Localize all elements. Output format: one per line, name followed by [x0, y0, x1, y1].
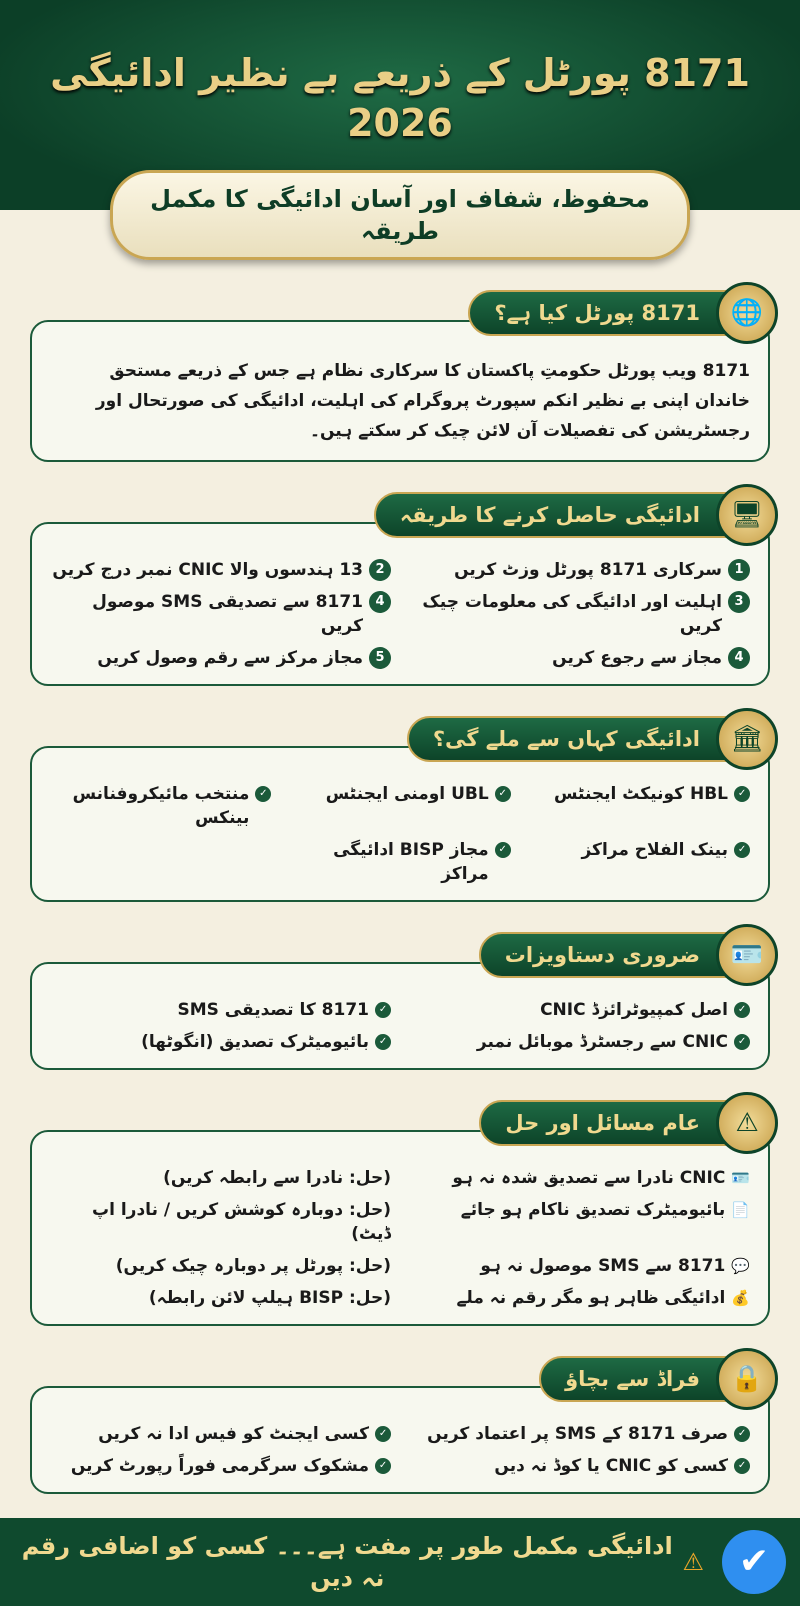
solution-row [50, 1254, 391, 1278]
fraud-row [409, 1422, 750, 1446]
section-heading: ضروری دستاویزات [479, 932, 752, 978]
step-item [409, 558, 750, 582]
step-number: 2 [369, 559, 391, 581]
payment-method-box [30, 522, 770, 686]
step-text: 8171 سے تصدیقی SMS موصول کریں [92, 592, 363, 636]
bank-icon: 🏛 [716, 708, 778, 770]
fraud-tip: مشکوک سرگرمی فوراً رپورٹ کریں [70, 1456, 369, 1476]
id-card-icon: 🪪 [731, 1169, 750, 1187]
step-number: 5 [369, 647, 391, 669]
issue-row [409, 1286, 750, 1310]
check-icon: ✓ [734, 1002, 750, 1018]
step-text: مجاز سے رجوع کریں [552, 648, 722, 668]
check-icon: ✓ [734, 842, 750, 858]
issue-text: 8171 سے SMS موصول نہ ہو [480, 1256, 726, 1276]
portal-info-section [30, 282, 770, 462]
issue-row [409, 1166, 750, 1190]
issue-text: بائیومیٹرک تصدیق ناکام ہو جائے [460, 1200, 726, 1220]
warning-icon: ⚠ [682, 1548, 704, 1576]
fraud-section [30, 1348, 770, 1494]
issue-text: CNIC نادرا سے تصدیق شدہ نہ ہو [452, 1168, 726, 1188]
step-number: 4 [728, 647, 750, 669]
solution-text: (حل: نادرا سے رابطہ کریں) [163, 1168, 391, 1188]
footer-banner [0, 1518, 800, 1606]
documents-section [30, 924, 770, 1070]
check-icon: ✓ [375, 1426, 391, 1442]
document-search-icon: 📄 [731, 1201, 750, 1219]
check-icon: ✓ [734, 1034, 750, 1050]
document-item: بائیومیٹرک تصدیق (انگوٹھا) [141, 1032, 369, 1052]
step-item [409, 590, 750, 638]
section-heading: ادائیگی کہاں سے ملے گی؟ [407, 716, 752, 762]
location-item: منتخب مائیکروفنانس بینکس [72, 784, 250, 828]
fraud-row [50, 1454, 391, 1478]
check-icon: ✓ [734, 1426, 750, 1442]
location-item: مجاز BISP ادائیگی مراکز [333, 840, 489, 884]
step-text: 13 ہندسوں والا CNIC نمبر درج کریں [52, 560, 363, 580]
section-heading: ادائیگی حاصل کرنے کا طریقہ [374, 492, 752, 538]
check-icon: ✓ [375, 1002, 391, 1018]
solution-text: (حل: پورٹل پر دوبارہ چیک کریں) [115, 1256, 391, 1276]
step-number: 4 [369, 591, 391, 613]
document-item: اصل کمپیوٹرائزڈ CNIC [540, 1000, 728, 1020]
check-icon: ✓ [375, 1034, 391, 1050]
issues-section [30, 1092, 770, 1326]
location-row [289, 782, 510, 830]
document-row [50, 998, 391, 1022]
location-row [529, 838, 750, 886]
page-title: 8171 پورٹل کے ذریعے بے نظیر ادائیگی 2026 [50, 51, 750, 145]
step-number: 1 [728, 559, 750, 581]
check-icon: ✓ [734, 1458, 750, 1474]
globe-search-icon: 🌐 [716, 282, 778, 344]
sms-icon: 💬 [731, 1257, 750, 1275]
solution-text: (حل: BISP ہیلپ لائن رابطہ) [148, 1288, 391, 1308]
solution-row [50, 1286, 391, 1310]
portal-description: 8171 ویب پورٹل حکومتِ پاکستان کا سرکاری نظام ہے جس کے ذریعے مستحق خاندان اپنی بے نظیر انکم سپورٹ پروگرام کی اہلیت، ادائیگی کی صورتحال اور رجسٹریشن کی تفصیلات آن لائن چیک کر سکتے ہیں۔ [95, 361, 750, 441]
step-text: مجاز مرکز سے رقم وصول کریں [97, 648, 363, 668]
document-item: CNIC سے رجسٹرڈ موبائل نمبر [476, 1032, 728, 1052]
money-hand-icon: 💰 [731, 1289, 750, 1307]
payment-method-section [30, 484, 770, 686]
step-item [50, 646, 391, 670]
footer-text: ادائیگی مکمل طور پر مفت ہے۔۔۔ کسی کو اضافی رقم نہ دیں [21, 1532, 673, 1592]
check-icon: ✓ [495, 842, 511, 858]
location-item: بینک الفلاح مراکز [581, 840, 728, 860]
step-number: 3 [728, 591, 750, 613]
issue-row [409, 1254, 750, 1278]
solution-row [50, 1198, 391, 1246]
step-text: سرکاری 8171 پورٹل وزٹ کریں [454, 560, 722, 580]
issue-text: ادائیگی ظاہر ہو مگر رقم نہ ملے [456, 1288, 726, 1308]
issue-row [409, 1198, 750, 1246]
step-item [409, 646, 750, 670]
location-row [50, 782, 271, 830]
payment-locations-section [30, 708, 770, 902]
fraud-tip: کسی کو CNIC یا کوڈ نہ دیں [494, 1456, 728, 1476]
check-icon: ✓ [495, 786, 511, 802]
issues-box [30, 1130, 770, 1326]
solution-text: (حل: دوبارہ کوشش کریں / نادرا اپ ڈیٹ) [92, 1200, 391, 1244]
check-icon: ✓ [375, 1458, 391, 1474]
solution-row [50, 1166, 391, 1190]
location-row [529, 782, 750, 830]
step-text: اہلیت اور ادائیگی کی معلومات چیک کریں [422, 592, 722, 636]
fraud-tip: کسی ایجنٹ کو فیس ادا نہ کریں [98, 1424, 369, 1444]
location-item: UBL اومنی ایجنٹس [325, 784, 489, 804]
verified-badge-icon: ✔ [722, 1530, 786, 1594]
subtitle-ribbon: محفوظ، شفاف اور آسان ادائیگی کا مکمل طریقہ [110, 170, 690, 260]
fraud-row [50, 1422, 391, 1446]
step-item [50, 558, 391, 582]
document-row [409, 1030, 750, 1054]
warning-icon: ⚠ [716, 1092, 778, 1154]
check-icon: ✓ [255, 786, 271, 802]
check-icon: ✓ [734, 786, 750, 802]
computer-icon: 🖥 [716, 484, 778, 546]
location-row [289, 838, 510, 886]
id-card-icon: 🪪 [716, 924, 778, 986]
section-heading: عام مسائل اور حل [479, 1100, 752, 1146]
section-heading: فراڈ سے بچاؤ [539, 1356, 752, 1402]
document-item: 8171 کا تصدیقی SMS [177, 1000, 369, 1020]
location-item: HBL کونیکٹ ایجنٹس [554, 784, 728, 804]
document-row [409, 998, 750, 1022]
section-heading: 8171 پورٹل کیا ہے؟ [468, 290, 752, 336]
step-item [50, 590, 391, 638]
document-row [50, 1030, 391, 1054]
lock-shield-icon: 🔒 [716, 1348, 778, 1410]
fraud-row [409, 1454, 750, 1478]
fraud-tip: صرف 8171 کے SMS پر اعتماد کریں [427, 1424, 728, 1444]
